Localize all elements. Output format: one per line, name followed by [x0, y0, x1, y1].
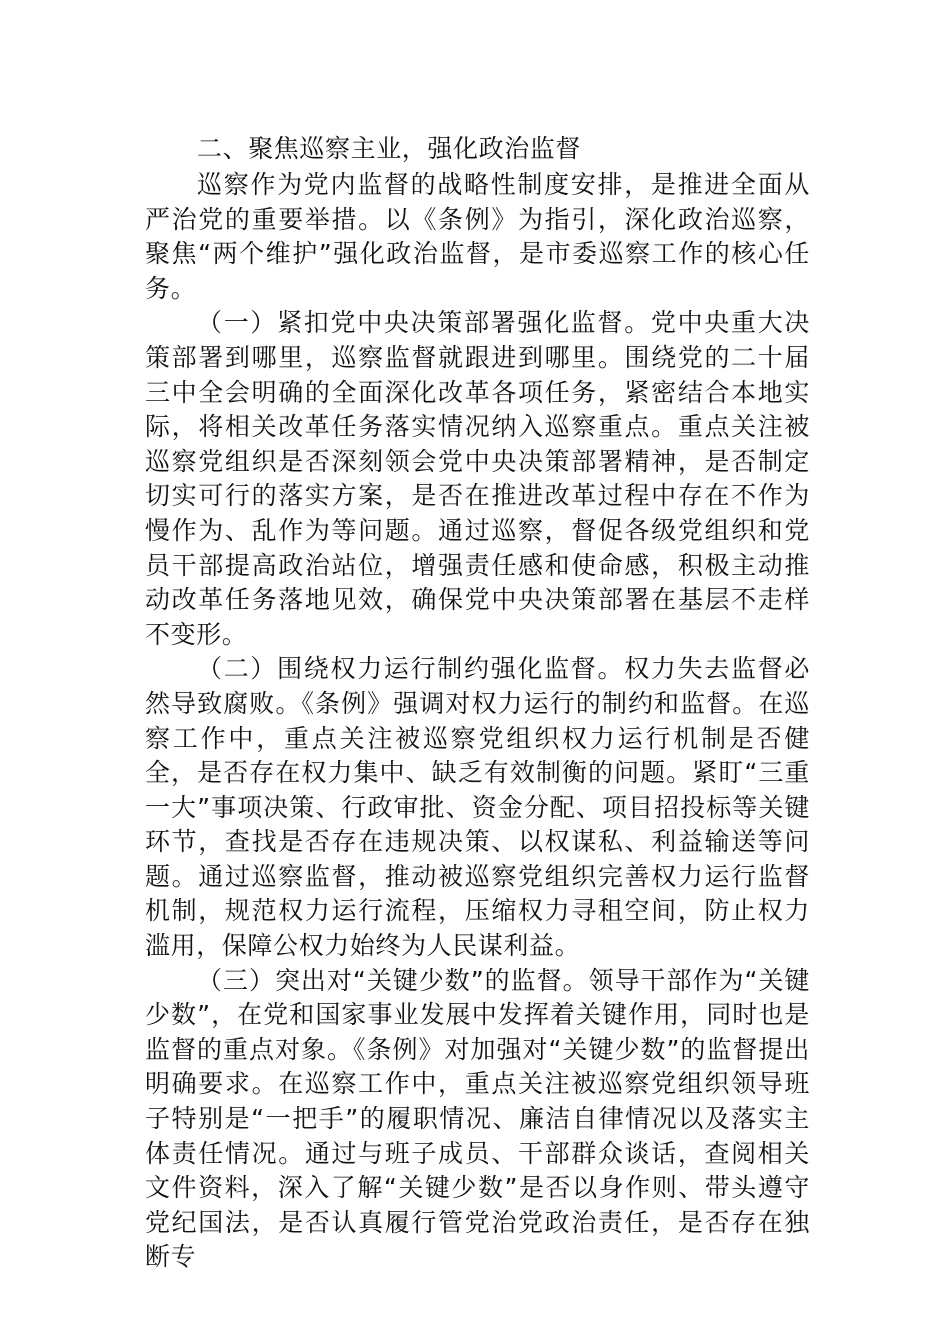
paragraph-3: （三）突出对“关键少数”的监督。领导干部作为“关键少数”，在党和国家事业发展中发挥着关键作用，同时也是监督的重点对象。《条例》对加强对“关键少数”的监督提出明确要求。在巡察工作中，重点关注被巡察党组织领导班子特别是“一把手”的履职情况、廉洁自律情况以及落实主体责任情况。通过与班子成员、干部群众谈话，查阅相关文件资料，深入了解“关键少数”是否以身作则、带头遵守党纪国法，是否认真履行管党治党政治责任，是否存在独断专: [145, 965, 810, 1272]
document-body: [145, 130, 810, 1275]
paragraph-1: （一）紧扣党中央决策部署强化监督。党中央重大决策部署到哪里，巡察监督就跟进到哪里。围绕党的二十届三中全会明确的全面深化改革各项任务，紧密结合本地实际，将相关改革任务落实情况纳入巡察重点。重点关注被巡察党组织是否深刻领会党中央决策部署精神，是否制定切实可行的落实方案，是否在推进改革过程中存在不作为慢作为、乱作为等问题。通过巡察，督促各级党组织和党员干部提高政治站位，增强责任感和使命感，积极主动推动改革任务落地见效，确保党中央决策部署在基层不走样不变形。: [145, 308, 810, 649]
section-heading: 二、聚焦巡察主业，强化政治监督: [197, 134, 582, 163]
paragraph-2: （二）围绕权力运行制约强化监督。权力失去监督必然导致腐败。《条例》强调对权力运行的制约和监督。在巡察工作中，重点关注被巡察党组织权力运行机制是否健全，是否存在权力集中、缺乏有效制衡的问题。紧盯“三重一大”事项决策、行政审批、资金分配、项目招投标等关键环节，查找是否存在违规决策、以权谋私、利益输送等问题。通过巡察监督，推动被巡察党组织完善权力运行监督机制，规范权力运行流程，压缩权力寻租空间，防止权力滥用，保障公权力始终为人民谋利益。: [145, 654, 810, 961]
paragraph-intro: 巡察作为党内监督的战略性制度安排，是推进全面从严治党的重要举措。以《条例》为指引，深化政治巡察，聚焦“两个维护”强化政治监督，是市委巡察工作的核心任务。: [145, 170, 810, 303]
